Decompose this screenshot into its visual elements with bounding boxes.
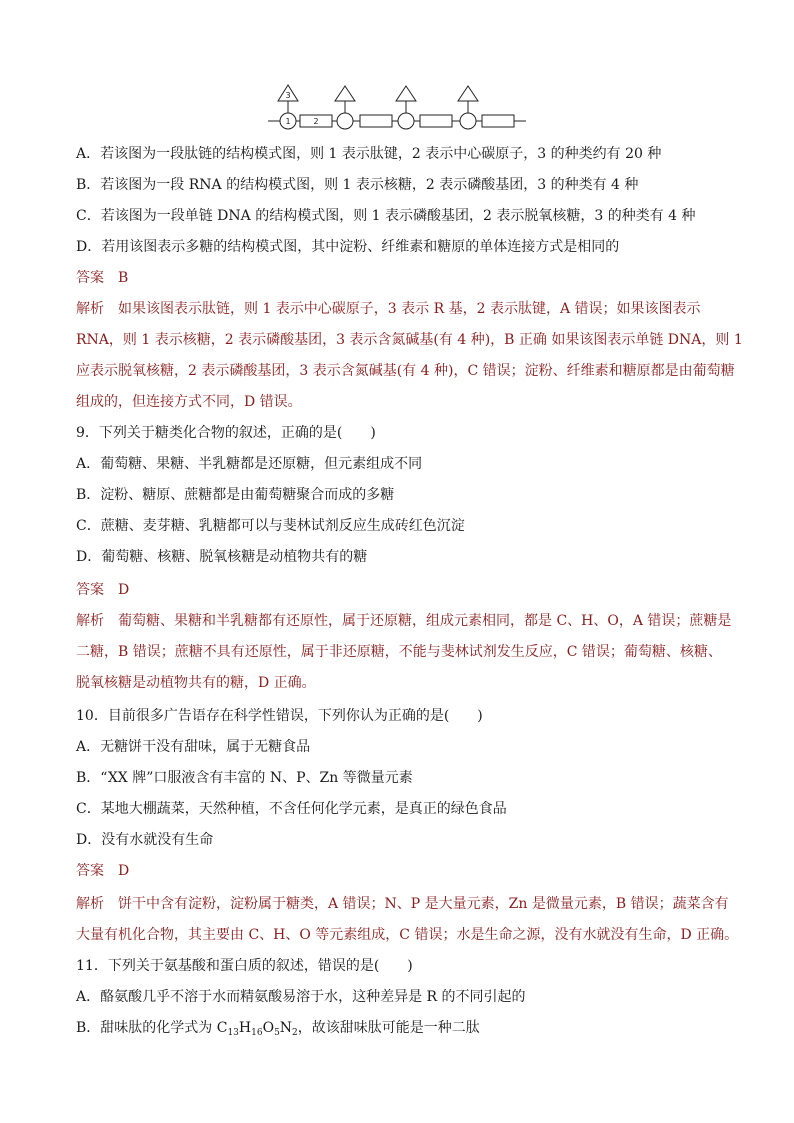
chain-box [420, 115, 452, 127]
q11-stem: 11．下列关于氨基酸和蛋白质的叙述，错误的是( ) [76, 958, 413, 974]
analysis-label: 解析 [76, 301, 104, 317]
formula-subscript: 16 [251, 1028, 263, 1038]
q8-analysis-line-2: RNA，则 1 表示核糖，2 表示磷酸基团，3 表示含氮碱基(有 4 种)，B 正确 如果该图表示单链 DNA，则 1 [76, 332, 743, 348]
q11-option-b [76, 1018, 726, 1038]
analysis-text: 葡萄糖、果糖和半乳糖都有还原性，属于还原糖，组成元素相同，都是 C、H、O，A 错误；蔗糖是 [118, 613, 732, 629]
q8-analysis-line-3: 应表示脱氧核糖，2 表示磷酸基团，3 表示含氮碱基(有 4 种)，C 错误；淀粉、纤维素和糖原都是由葡萄糖 [76, 363, 735, 379]
q9-analysis-line-2: 二糖，B 错误；蔗糖不具有还原性，属于非还原糖，不能与斐林试剂发生反应，C 错误；葡萄糖、核糖、 [76, 644, 722, 660]
side-group-triangle [396, 86, 416, 101]
analysis-text: 饼干中含有淀粉，淀粉属于糖类，A 错误；N、P 是大量元素，Zn 是微量元素，B 错误；蔬菜含有 [118, 896, 729, 912]
q10-option-a: A．无糖饼干没有甜味，属于无糖食品 [76, 739, 311, 755]
answer-label: 答案 [76, 582, 104, 598]
side-group-triangle [335, 86, 355, 101]
chain-circle [398, 113, 414, 129]
q10-option-d: D．没有水就没有生命 [76, 832, 214, 848]
q8-option-a: A．若该图为一段肽链的结构模式图，则 1 表示肽键，2 表示中心碳原子，3 的种类约有 20 种 [76, 146, 662, 162]
answer-value: D [118, 582, 130, 598]
circle-label: 1 [285, 117, 291, 126]
q11-option-a: A．酪氨酸几乎不溶于水而精氨酸易溶于水，这种差异是 R 的不同引起的 [76, 989, 526, 1005]
q10-analysis-line-2: 大量有机化合物，其主要由 C、H、O 等元素组成，C 错误；水是生命之源，没有水就没有生命，D 正确。 [76, 927, 739, 943]
q9-option-a: A．葡萄糖、果糖、半乳糖都是还原糖，但元素组成不同 [76, 456, 423, 472]
answer-label: 答案 [76, 270, 104, 286]
formula-element: N [279, 1020, 293, 1036]
formula-subscript: 13 [227, 1028, 239, 1038]
q9-analysis-line-1 [76, 611, 732, 631]
q9-stem: 9．下列关于糖类化合物的叙述，正确的是( ) [76, 425, 376, 441]
answer-label: 答案 [76, 863, 104, 879]
structure-model-diagram [260, 84, 540, 134]
q9-option-b: B．淀粉、糖原、蔗糖都是由葡萄糖聚合而成的多糖 [76, 487, 395, 503]
q8-analysis-line-1 [76, 299, 726, 319]
answer-value: D [118, 863, 130, 879]
formula-element: H [238, 1020, 252, 1036]
triangle-label: 3 [285, 91, 291, 100]
q8-option-c: C．若该图为一段单链 DNA 的结构模式图，则 1 表示磷酸基团，2 表示脱氧核糖，3 的种类有 4 种 [76, 208, 696, 224]
formula-suffix: ，故该甜味肽可能是一种二肽 [297, 1020, 480, 1036]
analysis-label: 解析 [76, 613, 104, 629]
chain-box [482, 115, 514, 127]
q9-option-d: D．葡萄糖、核糖、脱氧核糖是动植物共有的糖 [76, 549, 368, 565]
formula-subscript: 5 [274, 1028, 280, 1038]
q10-stem: 10．目前很多广告语存在科学性错误，下列你认为正确的是( ) [76, 708, 483, 724]
q10-option-b: B．“XX 牌”口服液含有丰富的 N、P、Zn 等微量元素 [76, 770, 413, 786]
analysis-text: 如果该图表示肽链，则 1 表示中心碳原子，3 表示 R 基，2 表示肽键，A 错误；如果该图表示 [118, 301, 701, 317]
q9-analysis-line-3: 脱氧核糖是动植物共有的糖，D 正确。 [76, 675, 316, 691]
formula-element: O [262, 1020, 275, 1036]
q10-analysis-line-1 [76, 894, 729, 914]
q8-option-b: B．若该图为一段 RNA 的结构模式图，则 1 表示核糖，2 表示磷酸基团，3 的种类有 4 种 [76, 177, 639, 193]
q8-answer [76, 268, 726, 288]
q10-option-c: C．某地大棚蔬菜，天然种植，不含任何化学元素，是真正的绿色食品 [76, 801, 507, 817]
chain-circle [337, 113, 353, 129]
chain-box [360, 115, 392, 127]
formula-prefix: B．甜味肽的化学式为 C [76, 1020, 228, 1036]
chain-circle [460, 113, 476, 129]
box-label: 2 [313, 117, 319, 126]
q9-option-c: C．蔗糖、麦芽糖、乳糖都可以与斐林试剂反应生成砖红色沉淀 [76, 518, 465, 534]
formula-subscript: 2 [292, 1028, 298, 1038]
answer-value: B [118, 270, 129, 286]
q9-answer [76, 580, 726, 600]
side-group-triangle [458, 86, 478, 101]
q10-answer [76, 861, 726, 881]
q8-option-d: D．若用该图表示多糖的结构模式图，其中淀粉、纤维素和糖原的单体连接方式是相同的 [76, 239, 620, 255]
analysis-label: 解析 [76, 896, 104, 912]
q8-analysis-line-4: 组成的，但连接方式不同，D 错误。 [76, 394, 302, 410]
